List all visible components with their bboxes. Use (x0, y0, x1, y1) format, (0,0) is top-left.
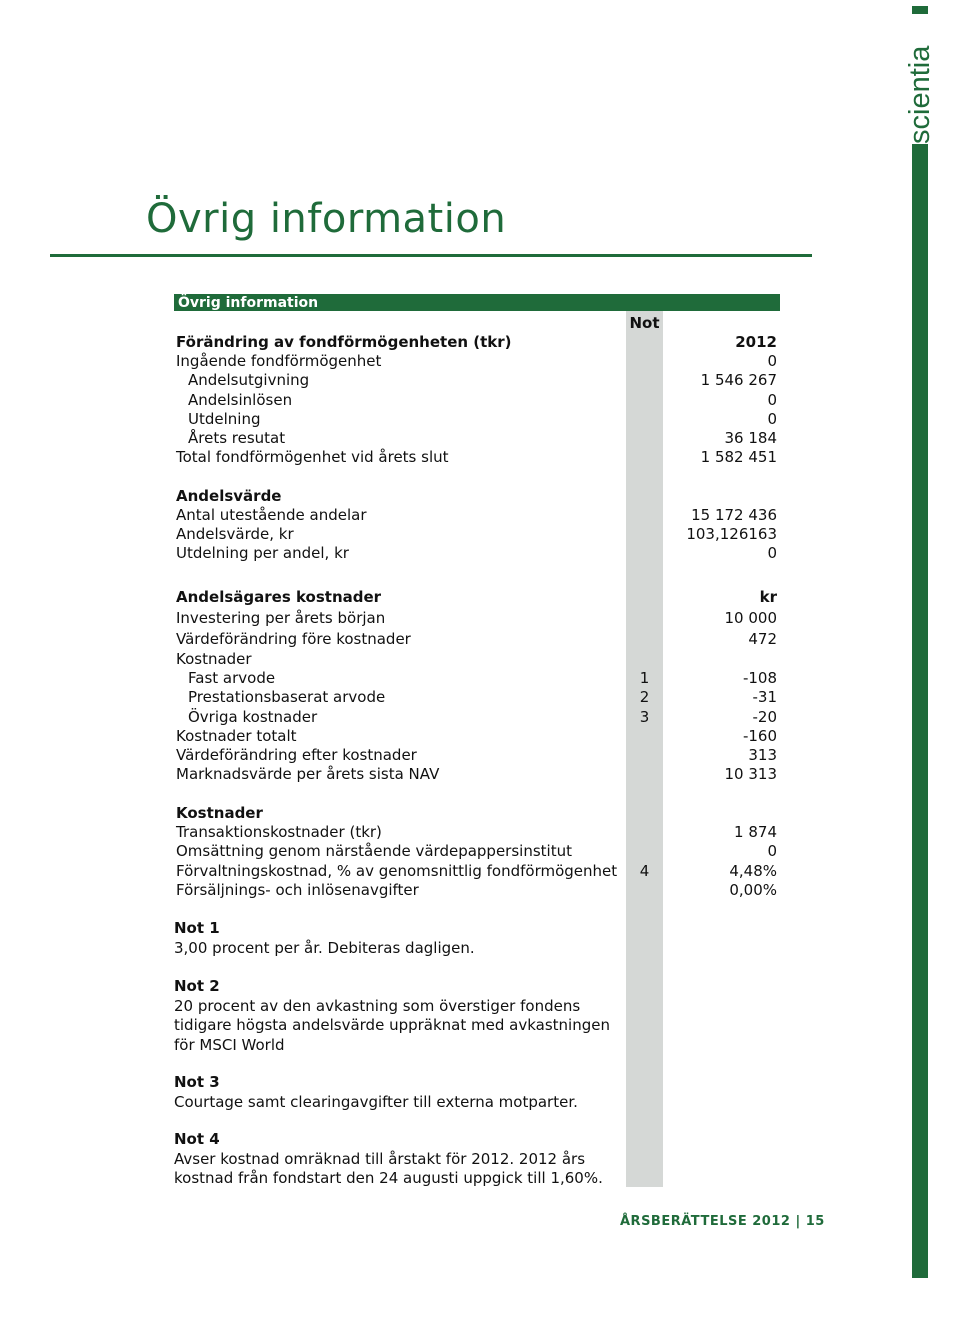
table-row (0, 841, 960, 861)
row-value: 1 874 (734, 823, 777, 841)
row-label: Värdeförändring efter kostnader (176, 746, 417, 764)
row-value: 10 000 (724, 609, 777, 627)
row-label: Transaktionskostnader (tkr) (176, 823, 382, 841)
row-label: Kostnader totalt (176, 727, 297, 745)
row-value: 0,00% (729, 881, 777, 899)
row-note: 2 (639, 688, 650, 706)
row-value: 0 (767, 842, 777, 860)
row-value: 0 (767, 544, 777, 562)
footnote-text: Avser kostnad omräknad till årstakt för 2012. 2012 års kostnad från fondstart den 24 augusti uppgick till 1,60%. (174, 1149, 603, 1187)
row-label: Förvaltningskostnad, % av genomsnittlig fondförmögenhet (176, 862, 618, 880)
row-value: 0 (767, 391, 777, 409)
row-label: Marknadsvärde per årets sista NAV (176, 765, 440, 783)
footnote-title: Not 2 (174, 977, 220, 995)
note-column-header: Not (629, 314, 660, 332)
row-value: -31 (752, 688, 777, 706)
table-row (0, 543, 960, 563)
row-label: Värdeförändring före kostnader (176, 630, 411, 648)
row-value: 36 184 (724, 429, 777, 447)
row-label: Fast arvode (188, 669, 276, 687)
row-value: 103,126163 (686, 525, 777, 543)
row-note: 3 (639, 708, 650, 726)
row-value: 472 (748, 630, 777, 648)
title-divider (50, 254, 812, 257)
table-row (0, 351, 960, 371)
footnote-4 (174, 1130, 614, 1189)
page-footer: ÅRSBERÄTTELSE 2012 | 15 (620, 1214, 825, 1229)
row-value: -108 (742, 669, 777, 687)
table-row (0, 687, 960, 707)
row-value: 313 (748, 746, 777, 764)
row-label: Förändring av fondförmögenheten (tkr) (176, 333, 512, 351)
brand-logo: scientia (904, 14, 936, 144)
row-value: 1 546 267 (700, 371, 777, 389)
table-row (0, 447, 960, 467)
table-row (0, 707, 960, 727)
row-label: Övriga kostnader (188, 708, 318, 726)
footnote-text: Courtage samt clearingavgifter till externa motparter. (174, 1092, 578, 1111)
table-row (0, 726, 960, 746)
table-row (0, 745, 960, 765)
row-note: 4 (639, 862, 650, 880)
table-row (0, 764, 960, 784)
row-value: 0 (767, 410, 777, 428)
row-label: Antal utestående andelar (176, 506, 367, 524)
table-row (0, 803, 960, 823)
row-note: 1 (639, 669, 650, 687)
row-label: Investering per årets början (176, 609, 386, 627)
row-value: 0 (767, 352, 777, 370)
row-value: 4,48% (729, 862, 777, 880)
row-value: 2012 (735, 333, 777, 351)
table-row (0, 486, 960, 506)
row-label: Andelsinlösen (188, 391, 293, 409)
table-row (0, 332, 960, 352)
footnote-text: 3,00 procent per år. Debiteras dagligen. (174, 938, 475, 957)
table-row (0, 649, 960, 669)
table-row (0, 822, 960, 842)
row-label: Utdelning (188, 410, 261, 428)
row-label: Kostnader (176, 804, 263, 822)
row-label: Årets resutat (188, 429, 286, 447)
row-label: Försäljnings- och inlösenavgifter (176, 881, 419, 899)
footnote-2 (174, 977, 614, 1055)
row-label: Ingående fondförmögenhet (176, 352, 382, 370)
table-row (0, 505, 960, 525)
footnote-title: Not 1 (174, 919, 220, 937)
section-header: Övrig information (174, 294, 780, 311)
table-row (0, 390, 960, 410)
table-row (0, 587, 960, 607)
table-row (0, 861, 960, 881)
table-row (0, 428, 960, 448)
row-label: Andelsägares kostnader (176, 588, 382, 606)
row-value: -20 (752, 708, 777, 726)
table-row (0, 880, 960, 900)
table-row (0, 409, 960, 429)
row-value: 15 172 436 (691, 506, 777, 524)
footnote-3 (174, 1073, 614, 1112)
table-row (0, 370, 960, 390)
row-label: Prestationsbaserat arvode (188, 688, 386, 706)
table-row (0, 608, 960, 628)
page-title: Övrig information (146, 196, 507, 242)
row-label: Andelsutgivning (188, 371, 310, 389)
row-label: Kostnader (176, 650, 252, 668)
row-value: 1 582 451 (700, 448, 777, 466)
row-label: Andelsvärde (176, 487, 282, 505)
row-label: Omsättning genom närstående värdepappersinstitut (176, 842, 572, 860)
footnote-text: 20 procent av den avkastning som överstiger fondens tidigare högsta andelsvärde uppräknat med avkastningen för MSCI World (174, 996, 610, 1054)
table-row (0, 524, 960, 544)
footnote-title: Not 3 (174, 1073, 220, 1091)
table-row (0, 629, 960, 649)
row-label: Utdelning per andel, kr (176, 544, 349, 562)
row-value: kr (759, 588, 777, 606)
footnote-title: Not 4 (174, 1130, 220, 1148)
row-value: -160 (742, 727, 777, 745)
row-label: Total fondförmögenhet vid årets slut (176, 448, 449, 466)
footnote-1 (174, 919, 614, 958)
table-row (0, 668, 960, 688)
row-label: Andelsvärde, kr (176, 525, 294, 543)
row-value: 10 313 (724, 765, 777, 783)
